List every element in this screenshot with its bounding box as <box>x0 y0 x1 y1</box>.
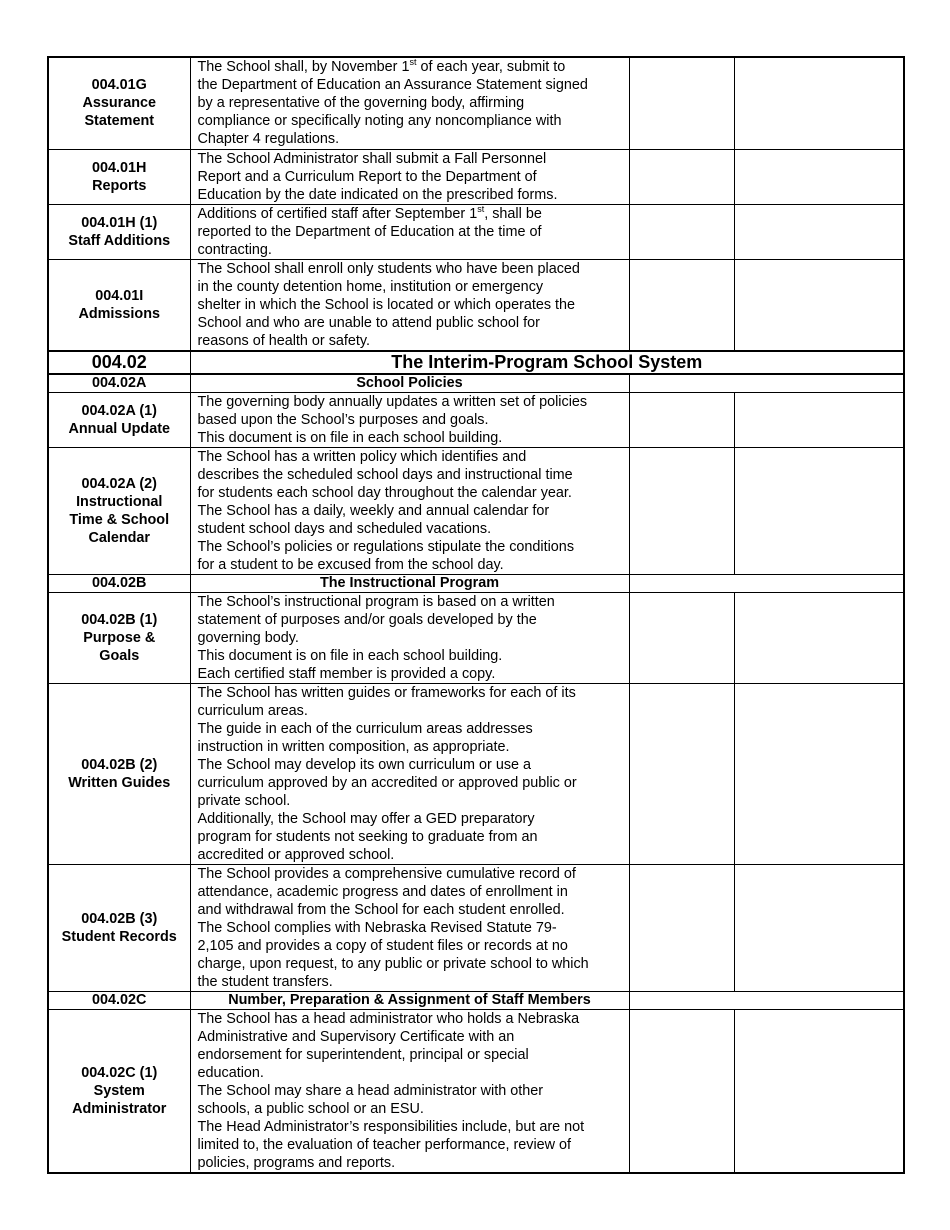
compliance-cell[interactable] <box>629 57 734 149</box>
standard-code-line: Time & School <box>69 511 170 528</box>
description-line <box>198 702 623 720</box>
subsection-blank-cell <box>629 574 904 592</box>
standard-description-cell <box>190 392 629 447</box>
standard-code-line: Written Guides <box>68 774 171 791</box>
description-line <box>198 846 623 864</box>
description-line <box>198 937 623 955</box>
description-line <box>198 883 623 901</box>
standard-code-cell <box>48 57 190 149</box>
description-text: Chapter 4 regulations. <box>197 131 340 148</box>
standard-row <box>48 57 904 149</box>
description-text: The School has written guides or frameworks for each of its <box>197 684 576 701</box>
notes-cell[interactable] <box>734 447 904 574</box>
compliance-cell[interactable] <box>629 1009 734 1173</box>
standard-code-line: Statement <box>84 113 155 130</box>
description-line <box>198 112 623 130</box>
ordinal-suffix: st <box>409 57 417 68</box>
section-title: The Interim-Program School System <box>190 351 904 374</box>
description-text: This document is on file in each school building. <box>197 647 503 664</box>
notes-cell[interactable] <box>734 592 904 683</box>
description-text: The governing body annually updates a written set of policies <box>197 393 588 410</box>
standard-code-line: Administrator <box>72 1100 167 1117</box>
description-text: the student transfers. <box>197 973 333 990</box>
description-text: by a representative of the governing body, affirming <box>197 95 525 112</box>
description-text: program for students not seeking to graduate from an <box>197 828 538 845</box>
description-line <box>198 810 623 828</box>
standard-row <box>48 447 904 574</box>
description-text: The School has a written policy which identifies and <box>197 448 527 465</box>
description-line <box>198 1046 623 1064</box>
subsection-header-row <box>48 574 904 592</box>
description-line <box>198 448 623 466</box>
description-line <box>198 901 623 919</box>
standard-code-line: Purpose & <box>83 629 156 646</box>
description-text: Each certified staff member is provided a copy. <box>197 665 496 682</box>
subsection-blank-cell <box>629 374 904 393</box>
description-line <box>198 429 623 447</box>
description-line <box>198 647 623 665</box>
standards-table <box>47 56 905 1174</box>
description-text: The School complies with Nebraska Revised Statute 79- <box>197 919 557 936</box>
notes-cell[interactable] <box>734 149 904 204</box>
notes-cell[interactable] <box>734 864 904 991</box>
description-text: in the county detention home, institution or emergency <box>197 278 544 295</box>
description-line <box>198 720 623 738</box>
description-line <box>198 411 623 429</box>
notes-cell[interactable] <box>734 392 904 447</box>
subsection-code: 004.02A <box>48 374 190 393</box>
standard-row <box>48 864 904 991</box>
description-line <box>198 828 623 846</box>
description-line <box>198 241 623 259</box>
description-line <box>198 1010 623 1028</box>
description-line <box>198 1136 623 1154</box>
description-text: The School has a daily, weekly and annual calendar for <box>197 502 550 519</box>
standard-code-cell <box>48 204 190 259</box>
standard-code-cell <box>48 1009 190 1173</box>
description-line <box>198 1118 623 1136</box>
description-text: , shall be <box>484 205 542 222</box>
description-line <box>198 738 623 756</box>
description-text: The School shall, by November 1 <box>197 59 410 76</box>
description-text: charge, upon request, to any public or private school to which <box>197 955 589 972</box>
description-text: Report and a Curriculum Report to the Department of <box>197 168 537 185</box>
description-line <box>198 538 623 556</box>
description-line <box>198 774 623 792</box>
description-line <box>198 973 623 991</box>
description-line <box>198 223 623 241</box>
description-line <box>198 593 623 611</box>
description-text: of each year, submit to <box>416 59 566 76</box>
description-line <box>198 865 623 883</box>
compliance-cell[interactable] <box>629 683 734 864</box>
standards-table-body <box>48 57 904 1173</box>
standard-code-line: 004.02C (1) <box>81 1064 158 1081</box>
description-line <box>198 1028 623 1046</box>
description-text: The School provides a comprehensive cumulative record of <box>197 865 576 882</box>
standard-row <box>48 259 904 351</box>
standard-description-cell <box>190 864 629 991</box>
standard-code-line: 004.01I <box>95 287 144 304</box>
description-line <box>198 393 623 411</box>
standard-description-cell <box>190 259 629 351</box>
description-line <box>198 76 623 94</box>
compliance-cell[interactable] <box>629 447 734 574</box>
description-line <box>198 556 623 574</box>
description-text: The School may share a head administrator with other <box>197 1082 544 1099</box>
description-text: curriculum approved by an accredited or approved public or <box>197 774 577 791</box>
description-text: This document is on file in each school building. <box>197 429 503 446</box>
description-text: compliance or specifically noting any noncompliance with <box>197 113 562 130</box>
standard-description-cell <box>190 447 629 574</box>
description-line <box>198 94 623 112</box>
ordinal-suffix: st <box>477 203 485 214</box>
compliance-cell[interactable] <box>629 149 734 204</box>
standard-code-line: Staff Additions <box>68 232 171 249</box>
description-text: reasons of health or safety. <box>197 332 371 349</box>
subsection-title: Number, Preparation & Assignment of Staff Members <box>190 991 629 1009</box>
description-text: describes the scheduled school days and instructional time <box>197 466 573 483</box>
description-text: Education by the date indicated on the prescribed forms. <box>197 186 558 203</box>
description-text: student school days and scheduled vacations. <box>197 520 492 537</box>
description-line <box>198 955 623 973</box>
description-text: The School shall enroll only students who have been placed <box>197 260 580 277</box>
description-text: shelter in which the School is located or which operates the <box>197 296 576 313</box>
standard-code-line: 004.01H (1) <box>81 214 158 231</box>
description-text: The School’s policies or regulations stipulate the conditions <box>197 538 575 555</box>
standard-code-line: 004.02B (1) <box>81 611 158 628</box>
description-text: accredited or approved school. <box>197 846 395 863</box>
description-text: curriculum areas. <box>197 702 308 719</box>
standard-description-cell <box>190 149 629 204</box>
description-line <box>198 314 623 332</box>
description-text: governing body. <box>197 629 299 646</box>
subsection-title: School Policies <box>190 374 629 393</box>
compliance-cell[interactable] <box>629 392 734 447</box>
standard-code-line: System <box>93 1082 145 1099</box>
notes-cell[interactable] <box>734 204 904 259</box>
standard-row <box>48 1009 904 1173</box>
standard-code-line: 004.01H <box>92 159 147 176</box>
subsection-blank-cell <box>629 991 904 1009</box>
standard-code-cell <box>48 259 190 351</box>
standard-code-line: 004.02A (2) <box>81 475 157 492</box>
standard-row <box>48 149 904 204</box>
description-text: reported to the Department of Education at the time of <box>197 223 542 240</box>
section-header-row <box>48 351 904 374</box>
description-text: School and who are unable to attend public school for <box>197 314 540 331</box>
description-line <box>198 919 623 937</box>
standard-description-cell <box>190 592 629 683</box>
description-text: instruction in written composition, as appropriate. <box>197 738 510 755</box>
description-line <box>198 168 623 186</box>
description-text: endorsement for superintendent, principal or special <box>197 1046 529 1063</box>
standard-row <box>48 204 904 259</box>
description-text: 2,105 and provides a copy of student files or records at no <box>197 937 568 954</box>
standard-code-line: Student Records <box>61 928 177 945</box>
standard-code-line: Goals <box>99 647 140 664</box>
description-text: statement of purposes and/or goals developed by the <box>197 611 537 628</box>
subsection-code: 004.02C <box>48 991 190 1009</box>
standard-row <box>48 592 904 683</box>
description-line <box>198 629 623 647</box>
description-line <box>198 1064 623 1082</box>
subsection-header-row <box>48 374 904 393</box>
standard-code-cell <box>48 683 190 864</box>
description-line <box>198 1082 623 1100</box>
notes-cell[interactable] <box>734 57 904 149</box>
description-line <box>198 520 623 538</box>
section-code: 004.02 <box>48 351 190 374</box>
standard-code-cell <box>48 447 190 574</box>
description-line <box>198 1100 623 1118</box>
description-text: The School may develop its own curriculum or use a <box>197 756 532 773</box>
description-line <box>198 756 623 774</box>
standard-description-cell <box>190 1009 629 1173</box>
standard-description-cell <box>190 204 629 259</box>
standard-code-line: Annual Update <box>68 420 171 437</box>
description-text: the Department of Education an Assurance Statement signed <box>197 77 588 94</box>
subsection-code: 004.02B <box>48 574 190 592</box>
standard-code-line: Reports <box>92 177 147 194</box>
description-text: education. <box>197 1064 264 1081</box>
description-line <box>198 484 623 502</box>
standard-code-cell <box>48 149 190 204</box>
description-line <box>198 684 623 702</box>
description-text: The Head Administrator’s responsibilities include, but are not <box>197 1118 585 1135</box>
description-line <box>198 150 623 168</box>
description-text: The School Administrator shall submit a Fall Personnel <box>197 150 547 167</box>
subsection-header-row <box>48 991 904 1009</box>
description-line <box>198 296 623 314</box>
description-text: The School’s instructional program is based on a written <box>197 593 555 610</box>
standard-code-line: 004.02A (1) <box>81 402 157 419</box>
standard-code-cell <box>48 592 190 683</box>
description-text: and withdrawal from the School for each student enrolled. <box>197 901 565 918</box>
description-line <box>198 502 623 520</box>
standard-description-cell <box>190 683 629 864</box>
standard-description-cell <box>190 57 629 149</box>
standard-code-line: Admissions <box>78 305 161 322</box>
compliance-cell[interactable] <box>629 204 734 259</box>
standard-code-line: 004.01G <box>91 77 147 94</box>
description-line <box>198 792 623 810</box>
description-text: private school. <box>197 792 291 809</box>
standard-code-line: Calendar <box>88 529 151 546</box>
description-line <box>198 611 623 629</box>
description-line <box>198 466 623 484</box>
standard-code-line: 004.02B (3) <box>81 910 158 927</box>
standard-code-cell <box>48 392 190 447</box>
description-text: The School has a head administrator who holds a Nebraska <box>197 1010 580 1027</box>
description-text: based upon the School’s purposes and goals. <box>197 411 489 428</box>
notes-cell[interactable] <box>734 1009 904 1173</box>
description-line <box>198 278 623 296</box>
description-line <box>198 186 623 204</box>
description-line <box>198 1154 623 1172</box>
description-text: for students each school day throughout the calendar year. <box>197 484 572 501</box>
description-line <box>198 130 623 148</box>
description-line <box>198 58 623 76</box>
description-text: for a student to be excused from the school day. <box>197 556 504 573</box>
description-text: Administrative and Supervisory Certificate with an <box>197 1028 515 1045</box>
compliance-cell[interactable] <box>629 864 734 991</box>
standard-row <box>48 392 904 447</box>
notes-cell[interactable] <box>734 259 904 351</box>
standard-code-line: Assurance <box>82 95 157 112</box>
compliance-cell[interactable] <box>629 592 734 683</box>
description-line <box>198 260 623 278</box>
standard-row <box>48 683 904 864</box>
standard-code-line: Instructional <box>76 493 163 510</box>
subsection-title: The Instructional Program <box>190 574 629 592</box>
notes-cell[interactable] <box>734 683 904 864</box>
compliance-cell[interactable] <box>629 259 734 351</box>
description-text: contracting. <box>197 241 272 258</box>
description-text: Additions of certified staff after September 1 <box>197 205 478 222</box>
description-text: attendance, academic progress and dates of enrollment in <box>197 883 568 900</box>
description-line <box>198 332 623 350</box>
description-text: The guide in each of the curriculum areas addresses <box>197 720 533 737</box>
standard-code-line: 004.02B (2) <box>81 756 158 773</box>
description-text: Additionally, the School may offer a GED preparatory <box>197 810 535 827</box>
description-line <box>198 665 623 683</box>
description-line <box>198 205 623 223</box>
description-text: policies, programs and reports. <box>197 1154 396 1171</box>
description-text: schools, a public school or an ESU. <box>197 1100 424 1117</box>
description-text: limited to, the evaluation of teacher performance, review of <box>197 1136 572 1153</box>
standard-code-cell <box>48 864 190 991</box>
